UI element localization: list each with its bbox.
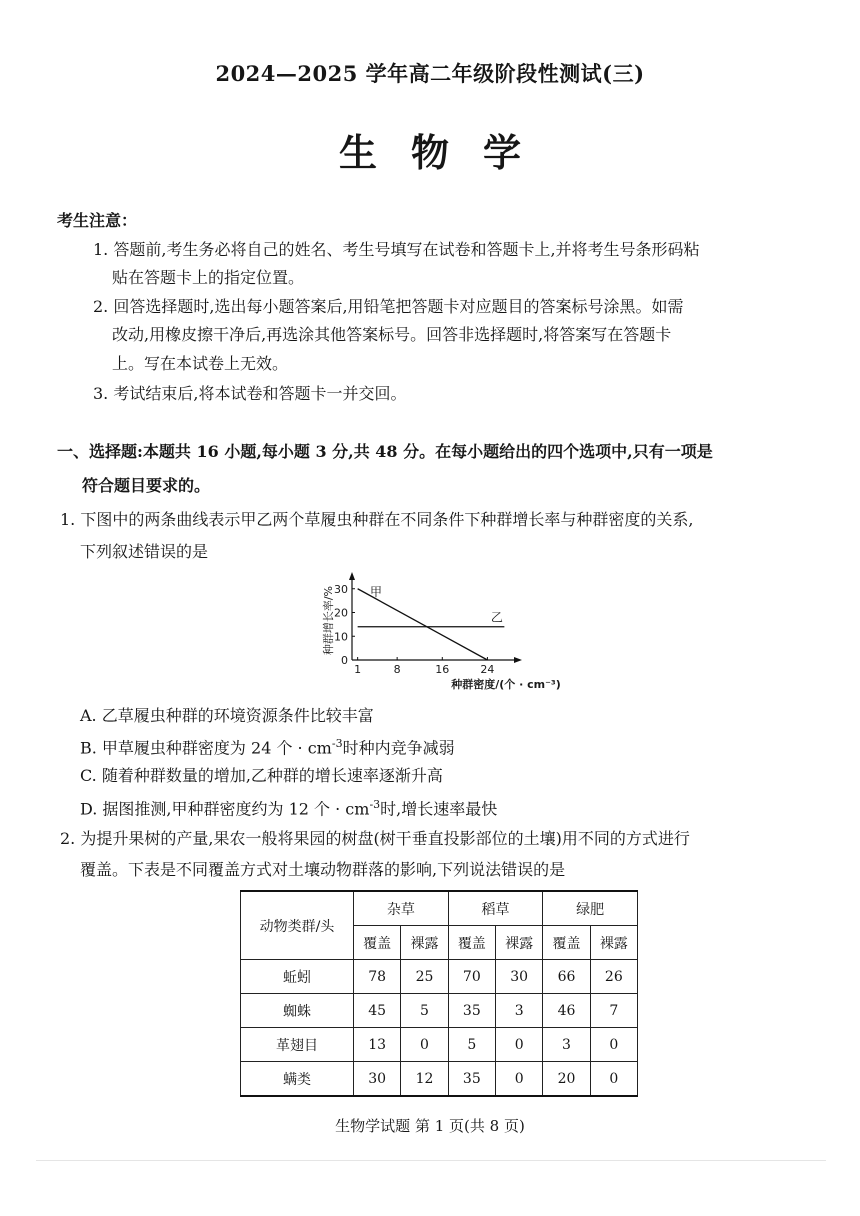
notice-item: 2. 回答选择题时,选出每小题答案后,用铅笔把答题卡对应题目的答案标号涂黑。如需	[93, 297, 684, 316]
plot-area	[321, 572, 561, 691]
table-corner-cell: 动物类群/头	[241, 891, 354, 960]
table-header-row	[241, 891, 638, 926]
table-cell: 0	[401, 1028, 448, 1062]
bottom-divider	[36, 1160, 826, 1161]
notice-item: 3. 考试结束后,将本试卷和答题卡一并交回。	[93, 384, 407, 403]
option-d	[80, 799, 497, 817]
table-cell: 25	[401, 960, 448, 994]
option-b	[80, 738, 455, 756]
table-cell: 3	[543, 1028, 590, 1062]
option-b-text-end: 时种内竞争减弱	[342, 738, 455, 758]
y-tick-label: 20	[334, 606, 348, 620]
option-d-exponent: -3	[369, 798, 381, 811]
table-cell: 78	[354, 960, 401, 994]
series-label-yi: 乙	[490, 610, 503, 625]
x-tick-label: 16	[435, 663, 450, 676]
table-cell: 20	[543, 1062, 590, 1097]
section-heading: 一、选择题:本题共 16 小题,每小题 3 分,共 48 分。在每小题给出的四个选项中,只有一项是	[57, 442, 713, 461]
table-cell: 46	[543, 994, 590, 1028]
table-subheader: 裸露	[495, 926, 542, 960]
page-footer: 生物学试题 第 1 页(共 8 页)	[335, 1117, 525, 1135]
table-cell: 5	[448, 1028, 495, 1062]
x-tick-label: 1	[354, 663, 362, 676]
y-axis-arrow	[349, 572, 355, 580]
question-2-stem: 2. 为提升果树的产量,果农一般将果园的树盘(树干垂直投影部位的土壤)用不同的方式进行	[60, 829, 690, 848]
table-group-header: 绿肥	[543, 891, 638, 926]
y-axis-label: 种群增长率/%	[322, 586, 335, 656]
table-row-label: 蚯蚓	[241, 960, 354, 994]
table-cell: 3	[495, 994, 542, 1028]
y-tick-label: 0	[341, 654, 348, 667]
table-row	[241, 1062, 638, 1097]
series-label-jia: 甲	[370, 584, 383, 599]
option-b-exponent: -3	[331, 737, 343, 750]
table-cell: 70	[448, 960, 495, 994]
option-d-text-end: 时,增长速率最快	[380, 799, 498, 819]
table-group-header: 杂草	[354, 891, 449, 926]
table-subheader: 裸露	[590, 926, 637, 960]
subject-title: 生物学	[338, 130, 555, 175]
option-b-text: B. 甲草履虫种群密度为 24 个 · cm	[80, 738, 332, 758]
option-c: C. 随着种群数量的增加,乙种群的增长速率逐渐升高	[80, 766, 443, 785]
notice-item: 贴在答题卡上的指定位置。	[112, 268, 305, 287]
table-cell: 30	[495, 960, 542, 994]
table-cell: 0	[590, 1062, 637, 1097]
section-heading-cont: 符合题目要求的。	[82, 476, 211, 495]
question-1-stem-cont: 下列叙述错误的是	[80, 542, 209, 561]
table-cell: 5	[401, 994, 448, 1028]
x-tick-label: 8	[393, 663, 401, 676]
y-tick-label: 10	[334, 630, 348, 644]
table-cell: 26	[590, 960, 637, 994]
question-2-stem-cont: 覆盖。下表是不同覆盖方式对土壤动物群落的影响,下列说法错误的是	[80, 860, 566, 879]
notice-item: 1. 答题前,考生务必将自己的姓名、考生号填写在试卷和答题卡上,并将考生号条形码粘	[93, 240, 700, 259]
option-a: A. 乙草履虫种群的环境资源条件比较丰富	[80, 706, 374, 725]
table-cell: 35	[448, 994, 495, 1028]
notice-item: 上。写在本试卷上无效。	[112, 354, 289, 373]
table-cell: 45	[354, 994, 401, 1028]
table-cell: 30	[354, 1062, 401, 1097]
table-subheader: 裸露	[401, 926, 448, 960]
soil-animal-table	[240, 890, 638, 1097]
table-group-header: 稻草	[448, 891, 543, 926]
table-row	[241, 960, 638, 994]
growth-rate-chart	[318, 576, 561, 696]
series-jia-line	[358, 589, 488, 660]
table-subheader: 覆盖	[543, 926, 590, 960]
table-cell: 0	[495, 1062, 542, 1097]
table-row-label: 蜘蛛	[241, 994, 354, 1028]
notice-title: 考生注意：	[57, 211, 138, 230]
table-cell: 0	[590, 1028, 637, 1062]
x-axis-label: 种群密度/(个 · cm⁻³)	[451, 678, 561, 691]
table-cell: 66	[543, 960, 590, 994]
table-cell: 0	[495, 1028, 542, 1062]
table-subheader: 覆盖	[448, 926, 495, 960]
option-d-text: D. 据图推测,甲种群密度约为 12 个 · cm	[80, 799, 370, 819]
table-row-label: 螨类	[241, 1062, 354, 1097]
notice-item: 改动,用橡皮擦干净后,再选涂其他答案标号。回答非选择题时,将答案写在答题卡	[112, 325, 672, 344]
exam-title: 2024—2025 学年高二年级阶段性测试(三)	[215, 61, 645, 86]
table-cell: 12	[401, 1062, 448, 1097]
x-axis-arrow	[514, 657, 522, 663]
table-cell: 35	[448, 1062, 495, 1097]
table-row-label: 革翅目	[241, 1028, 354, 1062]
y-tick-label: 30	[334, 582, 348, 596]
table-subheader: 覆盖	[354, 926, 401, 960]
table-cell: 7	[590, 994, 637, 1028]
table-cell: 13	[354, 1028, 401, 1062]
table-row	[241, 994, 638, 1028]
table-row	[241, 1028, 638, 1062]
x-tick-label: 24	[480, 663, 495, 676]
question-1-stem: 1. 下图中的两条曲线表示甲乙两个草履虫种群在不同条件下种群增长率与种群密度的关系,	[60, 510, 694, 529]
